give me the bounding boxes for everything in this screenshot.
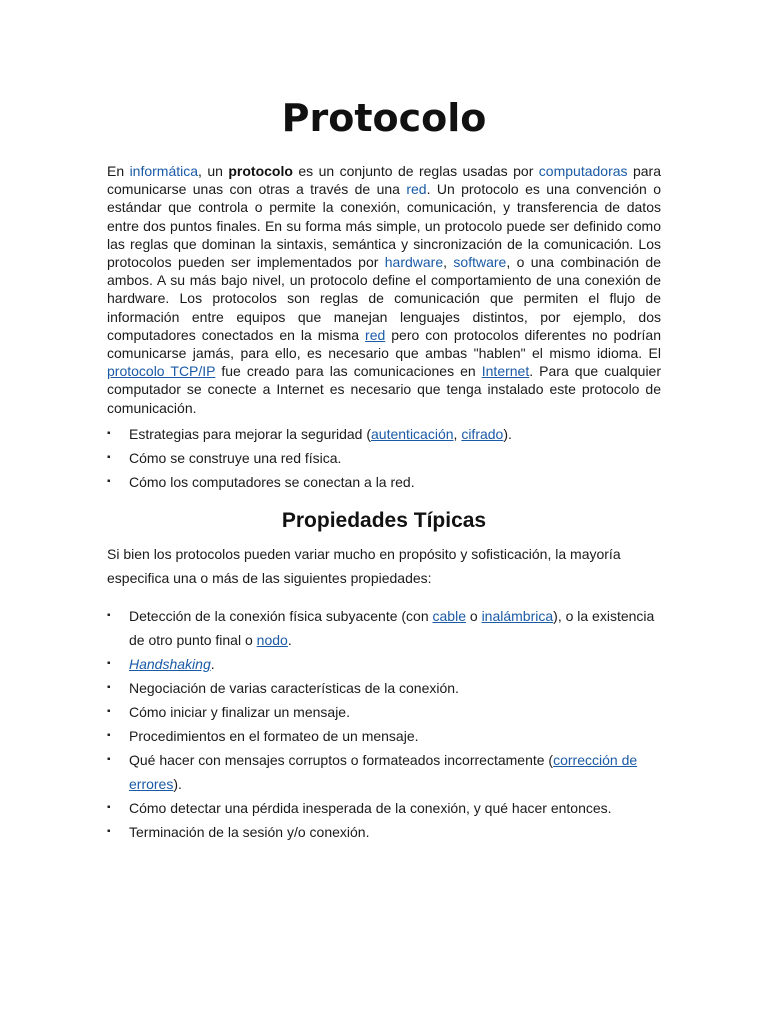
list-item-text: ), o la existencia de otro punto final o: [129, 608, 655, 648]
list-item: [107, 748, 661, 796]
list-item: [107, 470, 661, 494]
bullet-icon: ▪: [107, 682, 111, 693]
bullet-icon: ▪: [107, 476, 111, 487]
intro-text: , o una combinación de ambos. A su más bajo nivel, un protocolo define el comportamiento de una conexión de hardware. Los protocolos son reglas de comunicación que permiten el flujo de información entre equipos que manejan lenguajes distintos, por ejemplo, dos computadores conectados en la misma: [107, 254, 661, 343]
link-red[interactable]: red: [406, 181, 427, 198]
intro-text: pero con protocolos diferentes no podrían comunicarse jamás, para ello, es necesario que ambas "hablen" el mismo idioma. El: [107, 326, 661, 362]
list-item-text: Cómo se construye una red física.: [129, 450, 342, 466]
list-item: [107, 700, 661, 724]
bullet-icon: ▪: [107, 428, 111, 439]
link-nodo[interactable]: nodo: [256, 632, 288, 648]
list-item: [107, 422, 661, 446]
link-red-2[interactable]: red: [365, 326, 386, 343]
properties-intro-paragraph: Si bien los protocolos pueden variar mucho en propósito y sofisticación, la mayoría especifica una o más de las siguientes propiedades:: [107, 546, 621, 586]
list-item-text: ,: [453, 426, 462, 442]
link-cable[interactable]: cable: [432, 608, 466, 624]
list-item: [107, 604, 661, 652]
list-item: [107, 676, 661, 700]
bullet-list-properties: [107, 604, 661, 844]
bullet-icon: ▪: [107, 452, 111, 463]
bullet-icon: ▪: [107, 658, 111, 669]
list-item-text: .: [210, 656, 215, 672]
bullet-list-uses: [107, 422, 661, 494]
list-item-text: Qué hacer con mensajes corruptos o formateados incorrectamente (: [129, 752, 554, 768]
link-hardware[interactable]: hardware: [384, 254, 444, 271]
link-inalambrica[interactable]: inalámbrica: [481, 608, 554, 624]
list-item-text: ).: [503, 426, 512, 442]
intro-text: para comunicarse unas con otras a través de una: [107, 163, 661, 198]
link-protocolo-tcp-ip[interactable]: protocolo TCP/IP: [107, 363, 216, 380]
link-autenticacion[interactable]: autenticación: [371, 426, 454, 442]
link-software[interactable]: software: [453, 254, 507, 271]
list-item-text: ).: [173, 776, 182, 792]
intro-text: . Un protocolo es una convención o estándar que controla o permite la conexión, comunicación, y transferencia de datos entre dos puntos finales. En su forma más simple, un protocolo puede ser definido como las reglas que dominan la sintaxis, semántica y sincronización de la comunicación. Los protocolos pueden ser implementados por: [107, 181, 661, 271]
list-item-text: .: [287, 632, 292, 648]
list-item-text: Estrategias para mejorar la seguridad (: [129, 426, 372, 442]
link-computadoras[interactable]: computadoras: [538, 163, 628, 179]
bullet-icon: ▪: [107, 754, 111, 765]
bullet-icon: ▪: [107, 826, 111, 837]
list-item-text: Cómo los computadores se conectan a la red.: [129, 474, 415, 490]
intro-text: fue creado para las comunicaciones en: [215, 363, 482, 380]
link-cifrado[interactable]: cifrado: [461, 426, 504, 442]
list-item-text: Cómo iniciar y finalizar un mensaje.: [129, 704, 350, 720]
keyword-protocolo: protocolo: [228, 163, 293, 179]
intro-text: es un conjunto de reglas usadas por: [292, 163, 539, 179]
intro-text: En: [107, 163, 130, 179]
bullet-icon: ▪: [107, 706, 111, 717]
intro-paragraph: [107, 162, 661, 417]
list-item: [107, 652, 661, 676]
list-item-text: Detección de la conexión física subyacente (con: [129, 608, 433, 624]
intro-text: , un: [198, 163, 229, 179]
list-item-text: Procedimientos en el formateo de un mensaje.: [129, 728, 419, 744]
list-item-text: Terminación de la sesión y/o conexión.: [129, 824, 370, 840]
list-item-text: Negociación de varias características de la conexión.: [129, 680, 459, 696]
list-item: [107, 446, 661, 470]
link-informatica[interactable]: informática: [129, 163, 199, 179]
section-heading: Propiedades Típicas: [281, 509, 487, 532]
bullet-icon: ▪: [107, 802, 111, 813]
list-item-text: Cómo detectar una pérdida inesperada de la conexión, y qué hacer entonces.: [129, 800, 612, 816]
link-handshaking[interactable]: Handshaking: [129, 656, 211, 672]
page-title: Protocolo: [281, 96, 487, 140]
intro-text: . Para que cualquier computador se conecte a Internet es necesario que tenga instalado este protocolo de comunicación.: [107, 363, 662, 416]
bullet-icon: ▪: [107, 730, 111, 741]
list-item: [107, 820, 661, 844]
link-internet[interactable]: Internet: [481, 363, 530, 380]
list-item: [107, 796, 661, 820]
list-item: [107, 724, 661, 748]
list-item-text: o: [465, 608, 482, 624]
bullet-icon: ▪: [107, 610, 111, 621]
link-correccion-de-errores[interactable]: corrección de errores: [129, 752, 638, 792]
intro-text: ,: [443, 254, 454, 271]
